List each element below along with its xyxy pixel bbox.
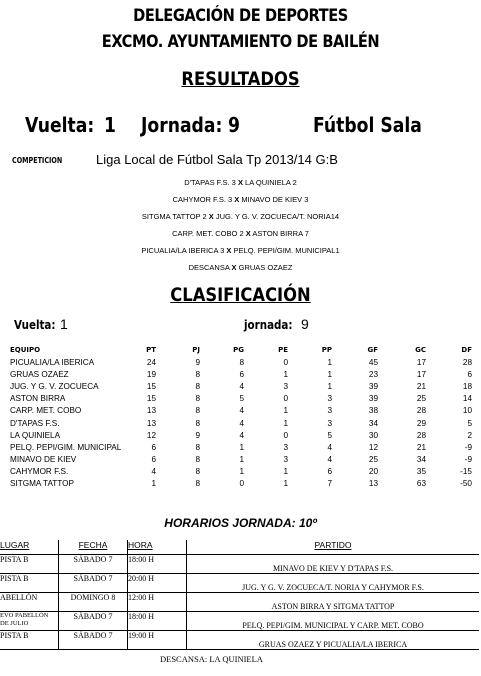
jornada-value: 9	[228, 113, 240, 137]
stat-cell: 1	[327, 357, 332, 367]
stat-cell: 8	[195, 418, 200, 428]
stat-cell: 8	[239, 357, 244, 367]
table-row	[8, 466, 474, 478]
stat-cell: 5	[327, 430, 332, 440]
stat-cell: 25	[416, 394, 426, 404]
result-row: D'TAPAS F.S. 3 X LA QUINIELA 2	[184, 178, 297, 187]
stat-cell: 13	[368, 479, 378, 489]
col-hora: HORA	[128, 540, 187, 555]
result-row: DESCANSA X GRUAS OZAEZ	[188, 263, 293, 272]
stat-cell: 1	[239, 467, 244, 477]
stat-cell: 8	[195, 467, 200, 477]
table-row	[8, 405, 474, 417]
results-title: RESULTADOS	[181, 68, 300, 90]
stat-cell: 45	[368, 357, 378, 367]
competition-label: COMPETICION	[12, 156, 63, 165]
standings-header	[8, 344, 474, 356]
stat-cell: 6	[151, 442, 156, 452]
stat-cell: 12	[146, 430, 156, 440]
jornada-label: Jornada:	[141, 113, 223, 137]
stat-cell: 21	[416, 442, 426, 452]
match-cell: ASTON BIRRA Y SITGMA TATTOP	[187, 593, 480, 612]
result-row: PICUALIA/LA IBERICA 3 X PELQ. PEPI/GIM. MUNICIPAL1	[141, 246, 340, 255]
stat-cell: 21	[416, 381, 426, 391]
schedule-row	[0, 593, 479, 612]
table-row	[8, 478, 474, 490]
stat-cell: 8	[195, 369, 200, 379]
stat-cell: 9	[195, 357, 200, 367]
stat-cell: -50	[460, 479, 472, 489]
stat-cell: 8	[195, 442, 200, 452]
stat-cell: 7	[327, 479, 332, 489]
schedule-table	[0, 540, 479, 650]
stat-cell: 0	[239, 479, 244, 489]
venue-cell: PISTA B	[0, 555, 59, 574]
stat-cell: 18	[462, 381, 472, 391]
date-cell: SÁBADO 7	[59, 631, 128, 650]
horarios-title: HORARIOS JORNADA: 10º	[164, 516, 317, 530]
stat-cell: 5	[467, 418, 472, 428]
stat-cell: 30	[368, 430, 378, 440]
date-cell: SÁBADO 7	[59, 574, 128, 593]
match-cell: GRUAS OZAEZ Y PICUALIA/LA IBERICA	[187, 631, 480, 650]
stat-cell: 8	[195, 394, 200, 404]
stat-cell: 0	[283, 430, 288, 440]
stat-cell: 9	[195, 430, 200, 440]
stat-cell: 3	[283, 442, 288, 452]
stat-cell: 1	[283, 467, 288, 477]
stat-cell: 3	[283, 381, 288, 391]
venue-cell: ABELLÓN	[0, 593, 59, 612]
stat-cell: 39	[368, 394, 378, 404]
date-cell: DOMINGO 8	[59, 593, 128, 612]
col-partido: PARTIDO	[187, 540, 480, 555]
header-line-2: EXCMO. AYUNTAMIENTO DE BAILÉN	[101, 32, 380, 52]
stat-cell: -15	[460, 467, 472, 477]
stat-cell: 10	[462, 406, 472, 416]
stat-cell: 4	[239, 381, 244, 391]
stat-cell: 2	[467, 430, 472, 440]
date-cell: SÁBADO 7	[59, 612, 128, 631]
stat-cell: 1	[239, 455, 244, 465]
clas-jornada-label: jornada:	[244, 318, 293, 332]
stat-cell: 4	[327, 455, 332, 465]
stat-cell: -9	[464, 442, 472, 452]
match-cell: JUG. Y G. V. ZOCUECA/T. NORIA Y CAHYMOR F.S.	[187, 574, 480, 593]
stat-cell: 28	[416, 430, 426, 440]
stat-cell: 14	[462, 394, 472, 404]
result-row: CARP. MET. COBO 2 X ASTON BIRRA 7	[172, 229, 309, 238]
stat-cell: 8	[195, 381, 200, 391]
col-equipo: EQUIPO	[10, 346, 41, 354]
col-pt: PT	[146, 346, 156, 354]
result-row: CAHYMOR F.S. 3 X MINAVO DE KIEV 3	[172, 195, 309, 204]
team-name: JUG. Y G. V. ZOCUECA	[10, 381, 99, 391]
stat-cell: 19	[146, 369, 156, 379]
schedule-row	[0, 555, 479, 574]
col-pg: PG	[233, 346, 244, 354]
stat-cell: 0	[283, 394, 288, 404]
team-name: PICUALIA/LA IBERICA	[10, 357, 95, 367]
stat-cell: 13	[146, 418, 156, 428]
stat-cell: 1	[151, 479, 156, 489]
col-pp: PP	[321, 346, 332, 354]
stat-cell: 17	[416, 357, 426, 367]
standings-table	[8, 344, 474, 490]
clas-vuelta-value: 1	[60, 316, 68, 332]
table-row	[8, 380, 474, 392]
table-row	[8, 356, 474, 368]
team-name: ASTON BIRRA	[10, 394, 66, 404]
col-gc: GC	[415, 346, 426, 354]
stat-cell: 4	[151, 467, 156, 477]
header-line-1: DELEGACIÓN DE DEPORTES	[133, 6, 348, 26]
stat-cell: 1	[283, 418, 288, 428]
clas-vuelta-label: Vuelta:	[14, 318, 56, 332]
schedule-row	[0, 612, 479, 631]
stat-cell: 6	[151, 455, 156, 465]
stat-cell: 4	[327, 442, 332, 452]
team-name: GRUAS OZAEZ	[10, 369, 69, 379]
stat-cell: 3	[327, 406, 332, 416]
time-cell: 19:00 H	[128, 631, 187, 650]
table-row	[8, 368, 474, 380]
stat-cell: 28	[416, 406, 426, 416]
table-row	[8, 429, 474, 441]
venue-cell: EVO PABELLÓN DE JULIO	[0, 612, 59, 631]
stat-cell: 8	[195, 455, 200, 465]
col-pj: PJ	[192, 346, 200, 354]
stat-cell: 3	[327, 418, 332, 428]
team-name: CAHYMOR F.S.	[10, 467, 69, 477]
stat-cell: 20	[368, 467, 378, 477]
vuelta-value: 1	[104, 113, 116, 137]
stat-cell: 1	[327, 381, 332, 391]
stat-cell: 1	[283, 479, 288, 489]
stat-cell: 24	[146, 357, 156, 367]
col-gf: GF	[367, 346, 378, 354]
stat-cell: 39	[368, 381, 378, 391]
date-cell: SÁBADO 7	[59, 555, 128, 574]
time-cell: 12:00 H	[128, 593, 187, 612]
stat-cell: 17	[416, 369, 426, 379]
stat-cell: 4	[239, 418, 244, 428]
stat-cell: 8	[195, 406, 200, 416]
stat-cell: 6	[327, 467, 332, 477]
stat-cell: 34	[368, 418, 378, 428]
stat-cell: 1	[283, 406, 288, 416]
col-pe: PE	[278, 346, 288, 354]
match-cell: MINAVO DE KIEV Y D'TAPAS F.S.	[187, 555, 480, 574]
team-name: CARP. MET. COBO	[10, 406, 82, 416]
venue-cell: PISTA B	[0, 574, 59, 593]
table-row	[8, 417, 474, 429]
sport-name: Fútbol Sala	[313, 113, 422, 137]
time-cell: 20:00 H	[128, 574, 187, 593]
schedule-row	[0, 631, 479, 650]
team-name: PELQ. PEPI/GIM. MUNICIPAL	[10, 442, 122, 452]
schedule-row	[0, 574, 479, 593]
competition-name: Liga Local de Fútbol Sala Tp 2013/14 G:B	[96, 152, 338, 167]
table-row	[8, 454, 474, 466]
stat-cell: 25	[368, 455, 378, 465]
stat-cell: 63	[416, 479, 426, 489]
stat-cell: 34	[416, 455, 426, 465]
clasificacion-title: CLASIFICACIÓN	[170, 284, 311, 306]
stat-cell: 29	[416, 418, 426, 428]
stat-cell: 4	[239, 406, 244, 416]
stat-cell: 12	[368, 442, 378, 452]
stat-cell: 13	[146, 406, 156, 416]
vuelta-label: Vuelta:	[25, 113, 95, 137]
stat-cell: 38	[368, 406, 378, 416]
stat-cell: 15	[146, 381, 156, 391]
stat-cell: 5	[239, 394, 244, 404]
stat-cell: 0	[283, 357, 288, 367]
stat-cell: 8	[195, 479, 200, 489]
stat-cell: 3	[327, 394, 332, 404]
time-cell: 18:00 H	[128, 612, 187, 631]
result-row: SITGMA TATTOP 2 X JUG. Y G. V. ZOCUECA/T. NORIA14	[141, 212, 340, 221]
team-name: LA QUINIELA	[10, 430, 61, 440]
team-name: MINAVO DE KIEV	[10, 455, 77, 465]
stat-cell: 1	[327, 369, 332, 379]
clas-jornada-value: 9	[301, 316, 309, 332]
time-cell: 18:00 H	[128, 555, 187, 574]
schedule-header	[0, 540, 479, 555]
team-name: D'TAPAS F.S.	[10, 418, 60, 428]
stat-cell: 15	[146, 394, 156, 404]
table-row	[8, 441, 474, 453]
venue-cell: PISTA B	[0, 631, 59, 650]
stat-cell: 23	[368, 369, 378, 379]
stat-cell: 6	[239, 369, 244, 379]
stat-cell: 28	[462, 357, 472, 367]
match-cell: PELQ. PEPI/GIM. MUNICIPAL Y CARP. MET. COBO	[187, 612, 480, 631]
col-fecha: FECHA	[59, 540, 128, 555]
table-row	[8, 393, 474, 405]
team-name: SITGMA TATTOP	[10, 479, 74, 489]
stat-cell: 4	[239, 430, 244, 440]
descansa-note: DESCANSA: LA QUINIELA	[160, 654, 263, 664]
stat-cell: 1	[283, 369, 288, 379]
stat-cell: 35	[416, 467, 426, 477]
stat-cell: 6	[467, 369, 472, 379]
stat-cell: 3	[283, 455, 288, 465]
col-df: DF	[461, 346, 472, 354]
col-lugar: LUGAR	[0, 540, 59, 555]
stat-cell: 1	[239, 442, 244, 452]
stat-cell: -9	[464, 455, 472, 465]
